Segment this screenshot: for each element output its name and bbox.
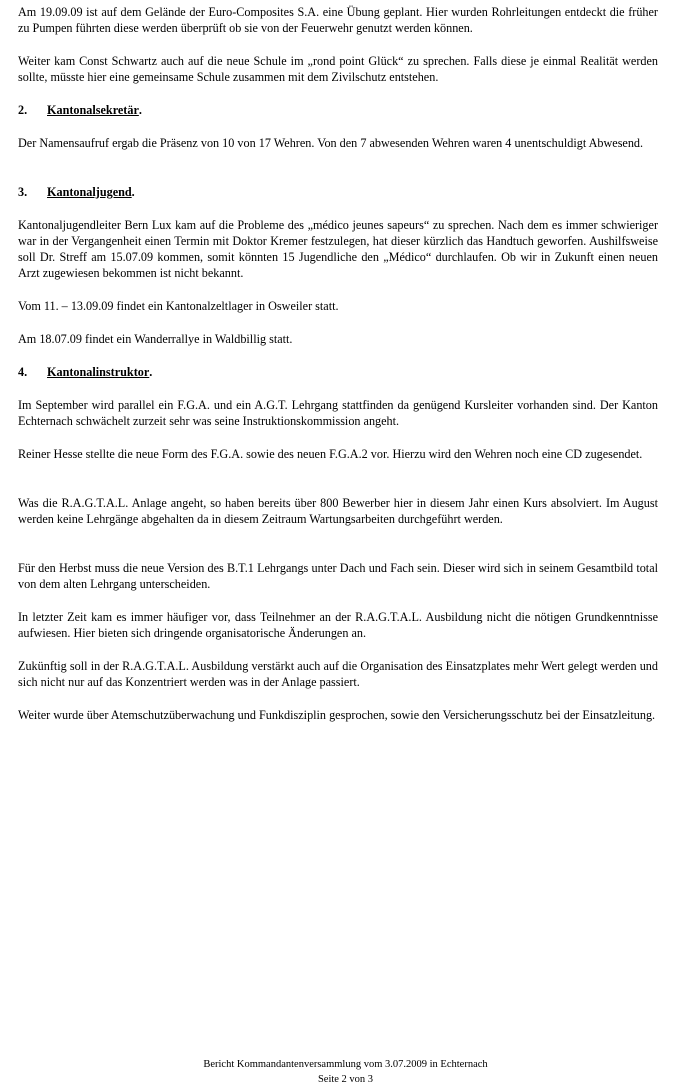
paragraph-wanderrallye: Am 18.07.09 findet ein Wanderrallye in Waldbillig statt.: [18, 332, 293, 346]
paragraph-roll-call: Der Namensaufruf ergab die Präsenz von 10 von 17 Wehren. Von den 7 abwesenden Wehren waren 4 unentschuldigt Abwesend.: [18, 136, 644, 150]
paragraph-grundkenntnisse: In letzter Zeit kam es immer häufiger vor, dass Teilnehmer an der R.A.G.T.A.L. Ausbildung nicht die nötigen Grundkenntnisse aufwiesen. Hier bieten sich dringende organisatorische Änderungen an.: [18, 610, 658, 640]
section-title: Kantonalsekretär: [47, 103, 139, 117]
paragraph-fga-agt-lehrgang: Im September wird parallel ein F.G.A. und ein A.G.T. Lehrgang stattfinden da genügend Kursleiter vorhanden sind. Der Kanton Echternach schwächelt zurzeit sehr was seine Instruktionskommission angeht.: [18, 398, 658, 428]
footer-page-number: Seite 2 von 3: [317, 1074, 374, 1085]
section-title-suffix: .: [131, 185, 135, 199]
paragraph-exercise-euro-composites: Am 19.09.09 ist auf dem Gelände der Euro-Composites S.A. eine Übung geplant. Hier wurden Rohrleitungen entdeckt die früher zu Pumpen führten diese werden überprüft ob sie von der Feuerwehr genutzt werden können.: [18, 5, 658, 35]
footer-report-title: Bericht Kommandantenversammlung vom 3.07.2009 in Echternach: [203, 1059, 488, 1070]
section-number: 2.: [18, 103, 28, 117]
section-title-suffix: .: [138, 103, 142, 117]
section-heading-kantonalsekretaer: [18, 102, 658, 118]
section-heading-kantonaljugend: [18, 184, 658, 200]
paragraph-einsatzplatz: Zukünftig soll in der R.A.G.T.A.L. Ausbildung verstärkt auch auf die Organisation des Einsatzplates mehr Wert gelegt werden und sich nicht nur auf das Konzentriert werden was in der Anlage passiert.: [18, 659, 658, 689]
paragraph-bt1-lehrgang: Für den Herbst muss die neue Version des B.T.1 Lehrgangs unter Dach und Fach sein. Dieser wird sich in seinem Gesamtbild total von dem alten Lehrgang unterscheiden.: [18, 561, 658, 591]
paragraph-fga2: Reiner Hesse stellte die neue Form des F.G.A. sowie des neuen F.G.A.2 vor. Hierzu wird den Wehren noch eine CD zugesendet.: [18, 447, 643, 461]
paragraph-atemschutz: Weiter wurde über Atemschutzüberwachung und Funkdisziplin gesprochen, sowie den Versicherungsschutz bei der Einsatzleitung.: [18, 708, 656, 722]
paragraph-ragtal-anlage: Was die R.A.G.T.A.L. Anlage angeht, so haben bereits über 800 Bewerber hier in diesem Jahr einen Kurs absolviert. Im August werden keine Lehrgänge abgehalten da in diesem Zeitraum Wartungsarbeiten durchgeführt werden.: [18, 496, 658, 526]
section-heading-kantonalinstruktor: [18, 364, 658, 380]
section-number: 3.: [18, 185, 28, 199]
section-number: 4.: [18, 365, 28, 379]
paragraph-medico-jeunes-sapeurs: Kantonaljugendleiter Bern Lux kam auf die Probleme des „médico jeunes sapeurs“ zu sprechen. Nach dem es immer schwieriger war in der Vergangenheit einen Termin mit Doktor Kremer festzulegen, hat dieser kürzlich das Handtuch geworfen. Aushilfsweise soll Dr. Streff am 15.07.09 kommen, somit könnten 15 Jugendliche den „Médico“ durchlaufen. Ob wir in Zukunft einen neuen Arzt zugewiesen bekommen ist nicht bekannt.: [18, 218, 658, 280]
paragraph-zeltlager: Vom 11. – 13.09.09 findet ein Kantonalzeltlager in Osweiler statt.: [18, 299, 339, 313]
paragraph-school-rond-point: Weiter kam Const Schwartz auch auf die neue Schule im „rond point Glück“ zu sprechen. Falls diese je einmal Realität werden sollte, müsste hier eine gemeinsame Schule zusammen mit dem Zivilschutz entstehen.: [18, 54, 658, 84]
section-title-suffix: .: [149, 365, 153, 379]
section-title: Kantonaljugend: [47, 185, 132, 199]
section-title: Kantonalinstruktor: [47, 365, 150, 379]
